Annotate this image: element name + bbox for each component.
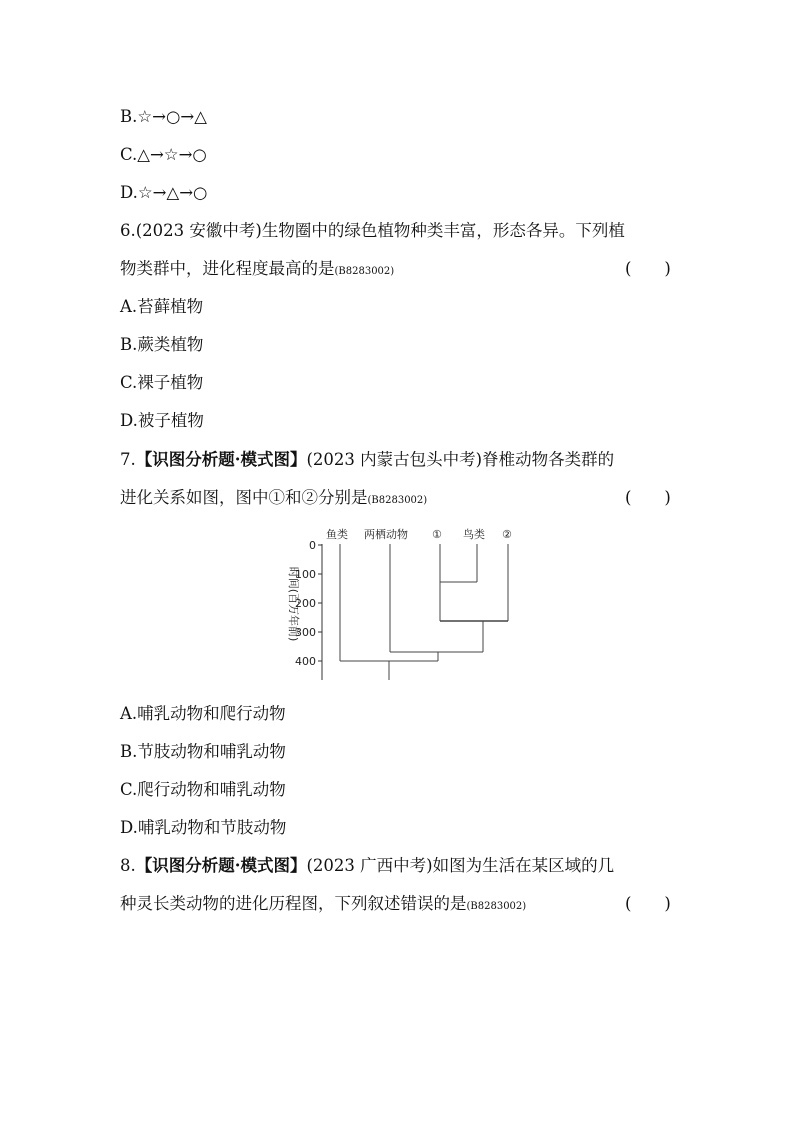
tick-label-400: 400: [295, 655, 316, 668]
q6-option-d: D.被子植物: [120, 411, 204, 430]
tick-label-0: 0: [309, 539, 316, 552]
q8-answer-paren: ( ): [625, 894, 671, 913]
tree-branches: [340, 544, 508, 680]
q8-stem-text: 种灵长类动物的进化历程图，下列叙述错误的是: [120, 894, 467, 913]
q5-option-b: B.☆→○→△: [120, 107, 207, 126]
q7-answer-paren: ( ): [625, 488, 671, 507]
tick-label-300: 300: [295, 626, 316, 639]
q7-number: 7.: [120, 450, 136, 469]
q7-option-b: B.节肢动物和哺乳动物: [120, 742, 286, 761]
q6-stem-line2: [120, 258, 394, 283]
q6-option-b: B.蕨类植物: [120, 335, 204, 354]
q7-code: (B8283002): [367, 495, 428, 506]
q7-option-d: D.哺乳动物和节肢动物: [120, 818, 287, 837]
q6-code: (B8283002): [334, 266, 395, 277]
q8-stem-line1: [120, 855, 614, 877]
label-fish: 鱼类: [326, 528, 348, 541]
q6-answer-paren: ( ): [625, 259, 671, 278]
label-amphibians: 两栖动物: [364, 528, 408, 541]
q7-stem-text: 进化关系如图，图中①和②分别是: [120, 488, 368, 507]
q6-stem-line1: 6.(2023 安徽中考)生物圈中的绿色植物种类丰富，形态各异。下列植: [120, 221, 625, 240]
q8-stem-line2: [120, 893, 526, 918]
y-axis-title: 时间(百万年前): [287, 566, 300, 642]
q7-option-a: A.哺乳动物和爬行动物: [120, 704, 286, 723]
q8-code: (B8283002): [466, 901, 527, 912]
tree-svg: [270, 520, 530, 685]
q6-option-a: A.苔藓植物: [120, 297, 204, 316]
label-circle-2: ②: [502, 528, 512, 541]
phylogenetic-tree-figure: [270, 520, 530, 685]
tick-label-200: 200: [295, 597, 316, 610]
label-birds: 鸟类: [463, 528, 485, 541]
tick-label-100: 100: [295, 568, 316, 581]
q7-stem-rest: (2023 内蒙古包头中考)脊椎动物各类群的: [306, 450, 615, 469]
q8-tag: 【识图分析题·模式图】: [135, 856, 307, 875]
q7-tag: 【识图分析题·模式图】: [135, 450, 307, 469]
q6-option-c: C.裸子植物: [120, 373, 204, 392]
label-circle-1: ①: [432, 528, 442, 541]
q7-stem-line1: [120, 449, 614, 471]
q6-stem-text: 物类群中，进化程度最高的是: [120, 259, 335, 278]
q5-option-d: D.☆→△→○: [120, 183, 208, 202]
q8-stem-rest: (2023 广西中考)如图为生活在某区域的几: [306, 856, 615, 875]
q8-number: 8.: [120, 856, 136, 875]
q7-option-c: C.爬行动物和哺乳动物: [120, 780, 286, 799]
q7-stem-line2: [120, 487, 427, 512]
q5-option-c: C.△→☆→○: [120, 145, 207, 164]
